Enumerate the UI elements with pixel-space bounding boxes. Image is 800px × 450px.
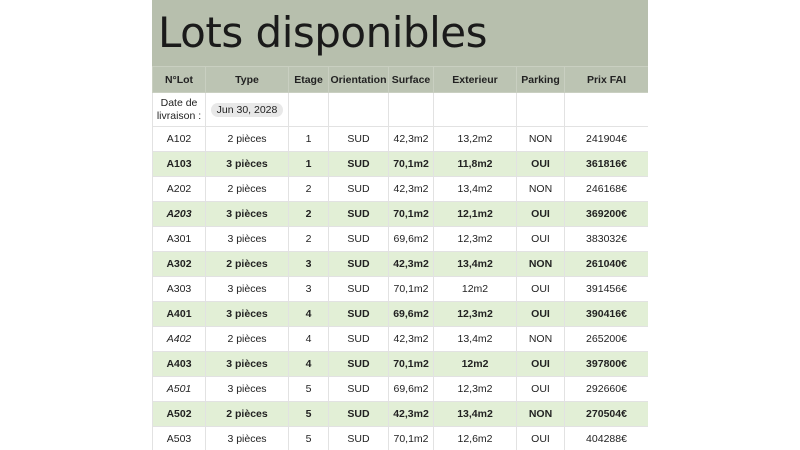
lot-cell[interactable]: A503: [153, 427, 206, 450]
prix-cell[interactable]: 383032€: [565, 227, 649, 252]
orientation-cell[interactable]: SUD: [329, 152, 389, 177]
orientation-cell[interactable]: SUD: [329, 352, 389, 377]
spreadsheet: [152, 0, 648, 450]
lot-cell[interactable]: A402: [153, 327, 206, 352]
lot-cell[interactable]: A102: [153, 127, 206, 152]
orientation-cell[interactable]: SUD: [329, 427, 389, 450]
lot-cell[interactable]: A401: [153, 302, 206, 327]
etage-cell[interactable]: 2: [289, 202, 329, 227]
parking-cell[interactable]: OUI: [517, 202, 565, 227]
prix-cell[interactable]: 361816€: [565, 152, 649, 177]
parking-cell[interactable]: NON: [517, 327, 565, 352]
header-row: [153, 67, 649, 93]
orientation-cell[interactable]: SUD: [329, 402, 389, 427]
orientation-cell[interactable]: SUD: [329, 302, 389, 327]
prix-cell[interactable]: 369200€: [565, 202, 649, 227]
lot-cell[interactable]: A403: [153, 352, 206, 377]
parking-cell[interactable]: NON: [517, 177, 565, 202]
etage-cell[interactable]: 3: [289, 277, 329, 302]
exterieur-cell[interactable]: 13,4m2: [434, 327, 517, 352]
prix-cell[interactable]: 397800€: [565, 352, 649, 377]
parking-cell[interactable]: OUI: [517, 277, 565, 302]
etage-cell[interactable]: 5: [289, 377, 329, 402]
prix-cell[interactable]: 261040€: [565, 252, 649, 277]
parking-cell[interactable]: NON: [517, 127, 565, 152]
table-row[interactable]: [153, 227, 649, 252]
table-row[interactable]: [153, 277, 649, 302]
prix-cell[interactable]: 404288€: [565, 427, 649, 450]
column-header-etage[interactable]: Etage: [289, 67, 329, 93]
surface-cell[interactable]: 42,3m2: [389, 252, 434, 277]
etage-cell[interactable]: 2: [289, 177, 329, 202]
exterieur-cell[interactable]: 13,4m2: [434, 402, 517, 427]
orientation-cell[interactable]: SUD: [329, 202, 389, 227]
lot-cell[interactable]: A301: [153, 227, 206, 252]
delivery-label: Date de livraison :: [153, 93, 206, 127]
column-header-lot[interactable]: N°Lot: [153, 67, 206, 93]
surface-cell[interactable]: 69,6m2: [389, 227, 434, 252]
type-cell[interactable]: 2 pièces: [206, 177, 289, 202]
exterieur-cell[interactable]: 12,3m2: [434, 377, 517, 402]
table-row[interactable]: [153, 352, 649, 377]
surface-cell[interactable]: 70,1m2: [389, 427, 434, 450]
type-cell[interactable]: 2 pièces: [206, 402, 289, 427]
prix-cell[interactable]: 265200€: [565, 327, 649, 352]
page-title: Lots disponibles: [158, 8, 487, 57]
lot-cell[interactable]: A203: [153, 202, 206, 227]
column-header-parking[interactable]: Parking: [517, 67, 565, 93]
exterieur-cell[interactable]: 12,6m2: [434, 427, 517, 450]
prix-cell[interactable]: 292660€: [565, 377, 649, 402]
type-cell[interactable]: 3 pièces: [206, 202, 289, 227]
surface-cell[interactable]: 69,6m2: [389, 377, 434, 402]
empty-cell: [329, 93, 389, 127]
etage-cell[interactable]: 4: [289, 302, 329, 327]
surface-cell[interactable]: 42,3m2: [389, 127, 434, 152]
type-cell[interactable]: 2 pièces: [206, 327, 289, 352]
type-cell[interactable]: 3 pièces: [206, 302, 289, 327]
empty-cell: [565, 93, 649, 127]
exterieur-cell[interactable]: 12,1m2: [434, 202, 517, 227]
surface-cell[interactable]: 42,3m2: [389, 177, 434, 202]
table-row[interactable]: [153, 177, 649, 202]
etage-cell[interactable]: 2: [289, 227, 329, 252]
exterieur-cell[interactable]: 12m2: [434, 277, 517, 302]
orientation-cell[interactable]: SUD: [329, 277, 389, 302]
parking-cell[interactable]: OUI: [517, 152, 565, 177]
table-row[interactable]: [153, 127, 649, 152]
prix-cell[interactable]: 246168€: [565, 177, 649, 202]
prix-cell[interactable]: 391456€: [565, 277, 649, 302]
table-row[interactable]: [153, 327, 649, 352]
type-cell[interactable]: 3 pièces: [206, 352, 289, 377]
table-row[interactable]: [153, 377, 649, 402]
exterieur-cell[interactable]: 13,4m2: [434, 177, 517, 202]
etage-cell[interactable]: 3: [289, 252, 329, 277]
surface-cell[interactable]: 42,3m2: [389, 327, 434, 352]
type-cell[interactable]: 3 pièces: [206, 377, 289, 402]
etage-cell[interactable]: 5: [289, 402, 329, 427]
orientation-cell[interactable]: SUD: [329, 327, 389, 352]
column-header-prix[interactable]: Prix FAI: [565, 67, 649, 93]
column-header-exterieur[interactable]: Exterieur: [434, 67, 517, 93]
empty-cell: [517, 93, 565, 127]
table-row[interactable]: [153, 252, 649, 277]
table-row[interactable]: [153, 427, 649, 450]
etage-cell[interactable]: 1: [289, 127, 329, 152]
surface-cell[interactable]: 70,1m2: [389, 277, 434, 302]
prix-cell[interactable]: 390416€: [565, 302, 649, 327]
type-cell[interactable]: 2 pièces: [206, 127, 289, 152]
lot-cell[interactable]: A502: [153, 402, 206, 427]
etage-cell[interactable]: 5: [289, 427, 329, 450]
exterieur-cell[interactable]: 13,2m2: [434, 127, 517, 152]
type-cell[interactable]: 3 pièces: [206, 227, 289, 252]
exterieur-cell[interactable]: 12m2: [434, 352, 517, 377]
lots-table: [152, 66, 648, 450]
parking-cell[interactable]: NON: [517, 252, 565, 277]
surface-cell[interactable]: 70,1m2: [389, 352, 434, 377]
column-header-orientation[interactable]: Orientation: [329, 67, 389, 93]
delivery-date-cell[interactable]: [206, 93, 289, 127]
parking-cell[interactable]: OUI: [517, 227, 565, 252]
type-cell[interactable]: 3 pièces: [206, 277, 289, 302]
prix-cell[interactable]: 270504€: [565, 402, 649, 427]
etage-cell[interactable]: 1: [289, 152, 329, 177]
orientation-cell[interactable]: SUD: [329, 227, 389, 252]
surface-cell[interactable]: 70,1m2: [389, 202, 434, 227]
table-row[interactable]: [153, 152, 649, 177]
empty-cell: [389, 93, 434, 127]
exterieur-cell[interactable]: 12,3m2: [434, 302, 517, 327]
title-band: [152, 0, 648, 66]
table-row[interactable]: [153, 402, 649, 427]
table-row[interactable]: [153, 202, 649, 227]
parking-cell[interactable]: OUI: [517, 352, 565, 377]
lot-cell[interactable]: A103: [153, 152, 206, 177]
empty-cell: [289, 93, 329, 127]
table-body: [153, 127, 649, 450]
orientation-cell[interactable]: SUD: [329, 127, 389, 152]
empty-cell: [434, 93, 517, 127]
surface-cell[interactable]: 69,6m2: [389, 302, 434, 327]
column-header-type[interactable]: Type: [206, 67, 289, 93]
orientation-cell[interactable]: SUD: [329, 377, 389, 402]
lot-cell[interactable]: A501: [153, 377, 206, 402]
parking-cell[interactable]: OUI: [517, 377, 565, 402]
surface-cell[interactable]: 70,1m2: [389, 152, 434, 177]
type-cell[interactable]: 3 pièces: [206, 427, 289, 450]
exterieur-cell[interactable]: 11,8m2: [434, 152, 517, 177]
orientation-cell[interactable]: SUD: [329, 177, 389, 202]
lot-cell[interactable]: A202: [153, 177, 206, 202]
table-row[interactable]: [153, 302, 649, 327]
column-header-surface[interactable]: Surface: [389, 67, 434, 93]
exterieur-cell[interactable]: 13,4m2: [434, 252, 517, 277]
delivery-date-chip[interactable]: Jun 30, 2028: [211, 103, 284, 117]
surface-cell[interactable]: 42,3m2: [389, 402, 434, 427]
lot-cell[interactable]: A302: [153, 252, 206, 277]
orientation-cell[interactable]: SUD: [329, 252, 389, 277]
parking-cell[interactable]: NON: [517, 402, 565, 427]
etage-cell[interactable]: 4: [289, 327, 329, 352]
delivery-row: [153, 93, 649, 127]
parking-cell[interactable]: OUI: [517, 302, 565, 327]
parking-cell[interactable]: OUI: [517, 427, 565, 450]
etage-cell[interactable]: 4: [289, 352, 329, 377]
type-cell[interactable]: 2 pièces: [206, 252, 289, 277]
exterieur-cell[interactable]: 12,3m2: [434, 227, 517, 252]
lot-cell[interactable]: A303: [153, 277, 206, 302]
type-cell[interactable]: 3 pièces: [206, 152, 289, 177]
prix-cell[interactable]: 241904€: [565, 127, 649, 152]
